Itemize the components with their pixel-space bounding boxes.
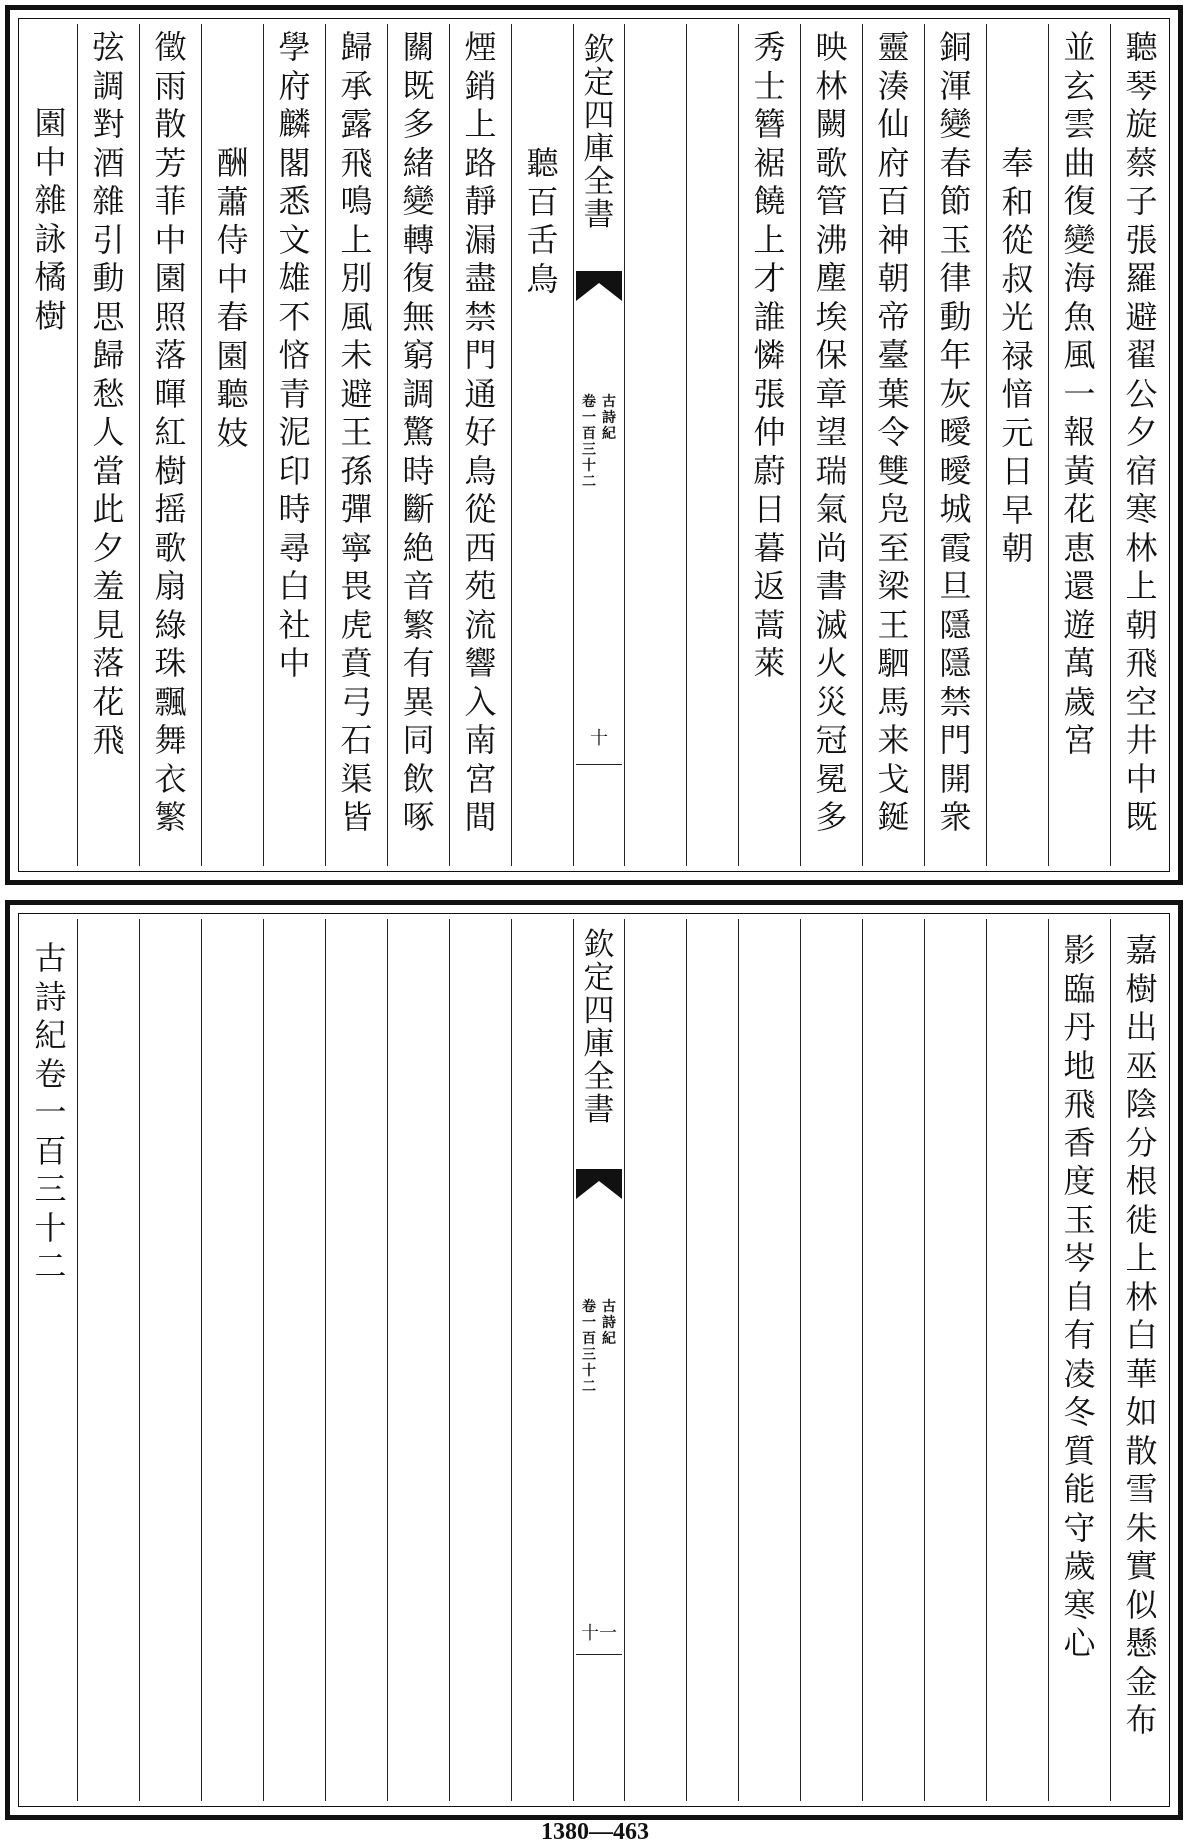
column-text: 弦 調 對 酒 雜 引 動 思 歸 愁 人 當 此 夕 羞 見 落 花 飛 [92,28,125,759]
bottom-page [5,900,1183,1820]
text-column [738,919,800,1801]
text-column [139,919,201,1801]
volume-end-title: 古 詩 紀 卷 一 百 三 十 二 [34,939,67,1285]
column-text: 靈 湊 仙 府 百 神 朝 帝 臺 葉 令 雙 凫 至 梁 王 駟 馬 来 戈 鋋 [877,28,910,836]
text-column [77,919,139,1801]
text-column [387,24,449,866]
text-column [1048,919,1110,1801]
text-column [24,919,77,1801]
poem-title: 聽 百 舌 鳥 [526,144,559,298]
column-text: 並 玄 雲 曲 復 變 海 魚 風 一 報 黃 花 恵 還 遊 萬 歲 宮 [1063,28,1096,759]
text-column [1048,24,1110,866]
column-text: 秀 士 簪 裾 饒 上 才 誰 憐 張 仲 蔚 日 暮 返 蒿 萊 [753,28,786,682]
text-column [263,919,325,1801]
poem-title: 酬 蕭 侍 中 春 園 聽 妓 [216,144,249,452]
text-column [862,919,924,1801]
column-text: 銅 渾 變 春 節 玉 律 動 年 灰 曖 曖 城 霞 旦 隱 隱 禁 門 開 衆 [939,28,972,836]
column-text: 聽 琴 旋 蔡 子 張 羅 避 翟 公 夕 宿 寒 林 上 朝 飛 空 井 中 既 [1125,28,1158,836]
folio-number: 十 [590,728,608,749]
text-column [1110,24,1172,866]
text-column [263,24,325,866]
text-column [449,919,511,1801]
center-fold [573,919,625,1801]
column-text: 煙 銷 上 路 靜 漏 盡 禁 門 通 好 鳥 從 西 苑 流 響 入 南 宮 間 [464,28,497,836]
poem-title: 奉 和 從 叔 光 禄 愔 元 日 早 朝 [1001,144,1034,567]
column-text: 徵 雨 散 芳 菲 中 園 照 落 暉 紅 樹 摇 歌 扇 綠 珠 飄 舞 衣 繁 [154,28,187,836]
divider [576,1654,622,1655]
folio-number: 十一 [581,1623,617,1644]
text-column [862,24,924,866]
divider [576,764,622,765]
book-title: 古 詩 紀 [602,1299,616,1347]
page-reference: 1380—463 [541,1819,649,1845]
fishtail-mark [576,1169,622,1201]
column-text: 嘉 樹 出 巫 陰 分 根 徙 上 林 白 華 如 散 雪 朱 實 似 懸 金 布 [1125,931,1158,1739]
text-column [511,24,573,866]
text-column [800,24,862,866]
text-column [738,24,800,866]
volume-number: 卷 一 百 三 十 二 [582,394,596,490]
text-column [325,24,387,866]
column-text: 學 府 麟 閣 悉 文 雄 不 悋 青 泥 印 時 尋 白 社 中 [278,28,311,682]
text-column [77,24,139,866]
column-text: 影 臨 丹 地 飛 香 度 玉 岑 自 有 凌 冬 質 能 守 歲 寒 心 [1063,931,1096,1662]
text-column [201,919,263,1801]
collection-title: 欽 定 四 庫 全 書 [583,32,615,233]
center-fold [573,24,625,866]
text-column [1110,919,1172,1801]
column-text: 映 林 闕 歌 管 沸 塵 埃 保 章 望 瑞 氣 尚 書 滅 火 災 冠 冕 多 [815,28,848,836]
text-column [986,24,1048,866]
text-column [800,919,862,1801]
top-page [5,5,1183,885]
text-column [986,919,1048,1801]
fishtail-mark [576,271,622,303]
text-column [449,24,511,866]
poem-title: 園 中 雜 詠 橘 樹 [34,104,67,335]
text-column [686,919,738,1801]
column-text: 歸 承 露 飛 鳴 上 別 風 未 避 王 孫 彈 寧 畏 虎 賁 弓 石 渠 皆 [340,28,373,836]
text-column [924,24,986,866]
text-column [24,24,77,866]
text-column [924,919,986,1801]
text-column [686,24,738,866]
volume-number: 卷 一 百 三 十 二 [582,1299,596,1395]
text-column [387,919,449,1801]
book-title: 古 詩 紀 [602,394,616,442]
text-column [201,24,263,866]
collection-title: 欽 定 四 庫 全 書 [583,927,615,1128]
text-column [139,24,201,866]
column-text: 關 既 多 緒 變 轉 復 無 窮 調 驚 時 斷 絶 音 繁 有 異 同 飲 啄 [402,28,435,836]
text-column [325,919,387,1801]
text-column [511,919,573,1801]
